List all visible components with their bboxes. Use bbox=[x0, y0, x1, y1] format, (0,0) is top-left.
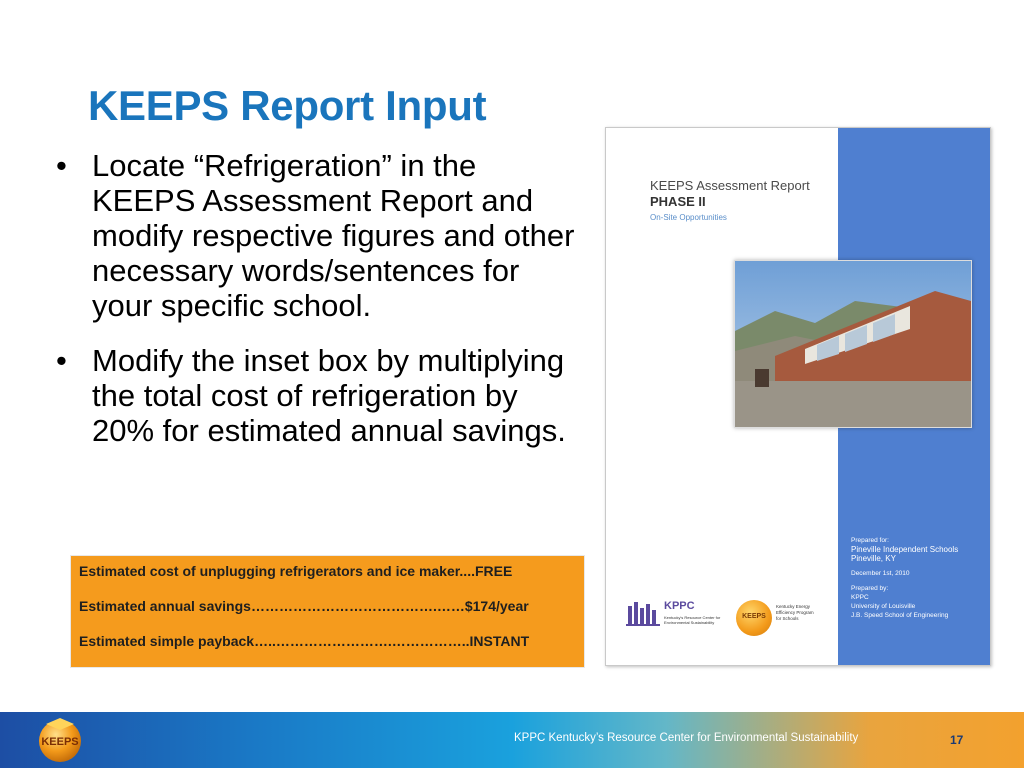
kppc-tagline-1: Kentucky's Resource Center for bbox=[664, 615, 721, 620]
cover-logos bbox=[626, 598, 836, 638]
kppc-logo-text: KPPC bbox=[664, 600, 695, 612]
footer-bar bbox=[0, 712, 1024, 768]
footer-org-text: KPPC Kentucky’s Resource Center for Environmental Sustainability bbox=[514, 732, 859, 744]
bullet-text: Locate “Refrigeration” in the KEEPS Assessment Report and modify respective figures and other necessary words/sentences for your specific school. bbox=[92, 148, 575, 323]
cover-prepared-by-label: Prepared by: bbox=[851, 585, 889, 592]
keeps-tagline-3: for Schools bbox=[776, 616, 799, 621]
bullet-symbol: • bbox=[56, 343, 67, 378]
keeps-cover-logo bbox=[736, 600, 772, 636]
cover-title: KEEPS Assessment Report bbox=[650, 178, 810, 193]
cover-subtitle: On-Site Opportunities bbox=[650, 213, 727, 222]
cover-org-kppc: KPPC bbox=[851, 594, 869, 601]
savings-inset-box bbox=[70, 555, 585, 668]
cover-prepared-block bbox=[851, 536, 958, 620]
keeps-cover-logo-text: KEEPS bbox=[742, 613, 766, 620]
cover-prepared-for-label: Prepared for: bbox=[851, 537, 889, 544]
slide-title: KEEPS Report Input bbox=[88, 82, 487, 129]
keeps-logo-text: KEEPS bbox=[41, 736, 79, 748]
keeps-tagline-1: Kentucky Energy bbox=[776, 604, 811, 609]
kppc-logo bbox=[626, 598, 721, 634]
cover-school: Pineville Independent Schools bbox=[851, 545, 959, 554]
inset-savings-line: Estimated annual savings………………………………….……$174/year bbox=[79, 598, 529, 614]
cover-date: December 1st, 2010 bbox=[851, 570, 910, 577]
bullet-list bbox=[56, 148, 586, 468]
report-cover-image bbox=[605, 127, 991, 666]
cover-org-university: University of Louisville bbox=[851, 603, 916, 610]
page-number: 17 bbox=[950, 733, 964, 747]
keeps-cover-tagline bbox=[776, 604, 814, 622]
keeps-tagline-2: Efficiency Program bbox=[776, 610, 814, 615]
kppc-tagline-2: Environmental Sustainability bbox=[664, 620, 715, 625]
inset-payback-line: Estimated simple payback…..…………………….……………..INSTANT bbox=[79, 633, 530, 649]
bullet-item bbox=[56, 148, 586, 323]
cover-location: Pineville, KY bbox=[851, 554, 896, 563]
bullet-symbol: • bbox=[56, 148, 67, 183]
bullet-text: Modify the inset box by multiplying the total cost of refrigeration by 20% for estimated annual savings. bbox=[92, 343, 566, 448]
cover-org-school: J.B. Speed School of Engineering bbox=[851, 612, 949, 619]
cover-phase: PHASE II bbox=[650, 194, 706, 209]
bullet-item bbox=[56, 343, 586, 448]
keeps-logo bbox=[32, 714, 88, 764]
inset-cost-line: Estimated cost of unplugging refrigerators and ice maker....FREE bbox=[79, 563, 513, 579]
school-building-photo bbox=[734, 260, 972, 428]
